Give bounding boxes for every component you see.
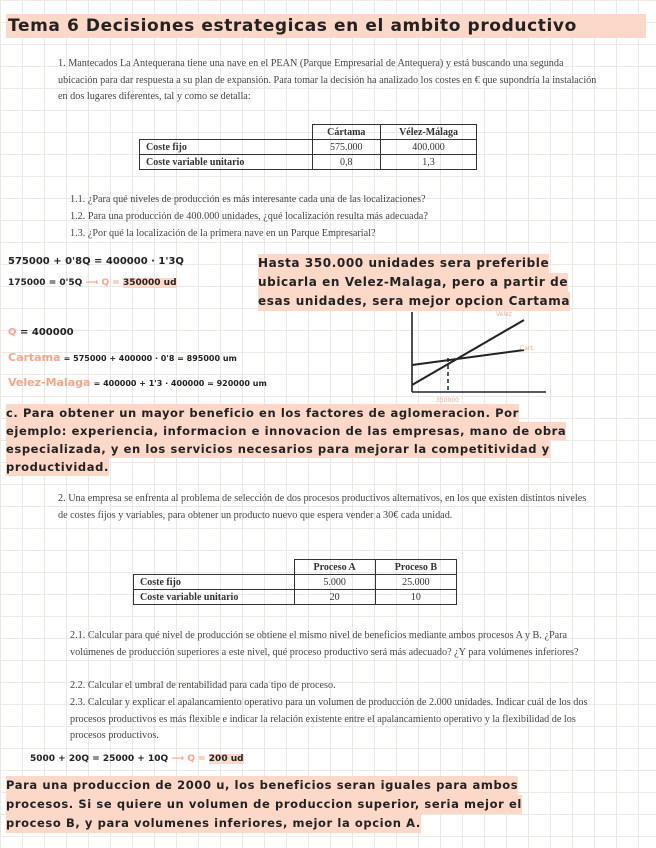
graph-label-cart: Cart. — [520, 345, 535, 352]
answer-c-line: productividad. — [6, 460, 109, 474]
ex1-question: 1.2. Para una producción de 400.000 unidades, ¿qué localización resulta más adecuada? — [70, 211, 428, 222]
ex1-row-label: Coste fijo — [140, 140, 313, 155]
ex1-answer-line: esas unidades, sera mejor opcion Cartama — [258, 292, 570, 311]
arrow-icon: ⟶ — [171, 754, 185, 764]
ex2-cost-table — [133, 559, 457, 605]
ex1-statement: 1. Mantecados La Antequerana tiene una nave en el PEAN (Parque Empresarial de Antequera) y está buscando una segunda ubicación para dar respuesta a su plan de expansión. Para tomar la decisión ha analizado los costes en € que supondría la instalación en dos lugares diferentes, tal y como se detalla: — [58, 58, 597, 102]
ex1-velez-label: Velez-Malaga — [8, 376, 91, 389]
ex1-q-value: = 400000 — [20, 327, 74, 338]
page-title: Tema 6 Decisiones estrategicas en el ambito productivo — [6, 14, 646, 38]
ex1-cost-table — [139, 124, 477, 170]
ex1-th-cartama: Cártama — [312, 125, 381, 140]
ex1-eq1: 575000 + 0'8Q = 400000 · 1'3Q — [8, 256, 184, 267]
answer-c-line: especializada, y en los servicios necesarios para mejorar la competitividad y — [6, 442, 550, 456]
ex2-th-a: Proceso A — [294, 560, 375, 575]
ex2-cell: 20 — [294, 590, 375, 605]
ex2-cell: 25.000 — [375, 575, 456, 590]
ex2-answer-line: proceso B, y para volumenes inferiores, mejor la opcion A. — [6, 814, 421, 833]
ex1-q-label: Q — [8, 327, 17, 338]
ex1-cartama-line — [8, 351, 237, 364]
ex1-row-label: Coste variable unitario — [140, 155, 313, 170]
ex1-velez-line — [8, 376, 267, 389]
ex2-answer — [6, 776, 522, 833]
ex1-answer — [258, 254, 570, 311]
ex2-eq — [30, 754, 244, 764]
ex2-question: 2.1. Calcular para qué nivel de producción se obtiene el mismo nivel de beneficios mediante ambos procesos A y B. ¿Para volúmenes de producción superiores a este nivel, qué proceso productivo será más adecuado? ¿Y para volúmenes inferiores? — [70, 630, 579, 658]
ex2-question: 2.3. Calcular y explicar el apalancamiento operativo para un volumen de producción de 2.000 unidades. Indicar cuál de los dos procesos productivos es más flexible e indicar la relación existente entre el apalancamiento operativo y la flexibilidad de los procesos productivos. — [70, 697, 588, 741]
ex1-cost-graph — [408, 310, 558, 410]
ex1-question: 1.1. ¿Para qué niveles de producción es más interesante cada una de las localizaciones? — [70, 194, 426, 205]
ex1-cartama-calc: = 575000 + 400000 · 0'8 = 895000 um — [63, 354, 237, 363]
ex1-eq2-q: Q = — [101, 278, 120, 288]
ex1-answer-c — [6, 404, 566, 476]
ex1-th-velez: Vélez-Málaga — [381, 125, 477, 140]
ex1-cell: 1,3 — [381, 155, 477, 170]
ex1-cell: 400.000 — [381, 140, 477, 155]
ex1-cell: 575.000 — [312, 140, 381, 155]
ex2-th-b: Proceso B — [375, 560, 456, 575]
graph-label-velez: Velez — [496, 311, 512, 318]
ex2-eq-q: Q = — [187, 754, 206, 764]
ex1-eq2-left: 175000 = 0'5Q — [8, 278, 83, 288]
ex1-cell: 0,8 — [312, 155, 381, 170]
ex2-cell: 5.000 — [294, 575, 375, 590]
ex2-th-empty — [134, 560, 295, 575]
ex2-question: 2.2. Calcular el umbral de rentabilidad para cada tipo de proceso. — [70, 680, 336, 691]
ex2-eq-text: 5000 + 20Q = 25000 + 10Q — [30, 754, 169, 764]
ex1-question: 1.3. ¿Por qué la localización de la primera nave en un Parque Empresarial? — [70, 228, 376, 239]
ex2-answer-line: Para una produccion de 2000 u, los beneficios seran iguales para ambos — [6, 776, 518, 795]
table-row — [140, 140, 477, 155]
ex2-cell: 10 — [375, 590, 456, 605]
answer-c-line: c. Para obtener un mayor beneficio en los factores de aglomeracion. Por — [6, 406, 519, 420]
graph-label-x: 350000 — [436, 397, 459, 404]
table-row — [134, 590, 457, 605]
ex1-velez-calc: = 400000 + 1'3 · 400000 = 920000 um — [93, 379, 267, 388]
table-row — [140, 155, 477, 170]
ex1-answer-line: ubicarla en Velez-Malaga, pero a partir de — [258, 273, 568, 292]
ex1-q-line — [8, 327, 74, 338]
table-row — [134, 575, 457, 590]
ex2-answer-line: procesos. Si se quiere un volumen de produccion superior, seria mejor el — [6, 795, 522, 814]
ex2-statement: 2. Una empresa se enfrenta al problema de selección de dos procesos productivos alternativos, en los que existen distintos niveles de costes fijos y variables, para obtener un producto nuevo que espera vender a 30€ cada unidad. — [58, 493, 587, 521]
answer-c-line: ejemplo: experiencia, informacion e innovacion de las empresas, mano de obra — [6, 424, 567, 438]
ex2-eq-result: 200 ud — [208, 754, 244, 764]
ex2-row-label: Coste fijo — [134, 575, 295, 590]
ex1-th-empty — [140, 125, 313, 140]
arrow-icon: ⟶ — [85, 278, 99, 288]
ex2-row-label: Coste variable unitario — [134, 590, 295, 605]
ex1-cartama-label: Cartama — [8, 351, 61, 364]
ex1-eq2-result: 350000 ud — [122, 278, 177, 288]
ex1-eq2 — [8, 278, 177, 288]
ex1-answer-line: Hasta 350.000 unidades sera preferible — [258, 254, 549, 273]
